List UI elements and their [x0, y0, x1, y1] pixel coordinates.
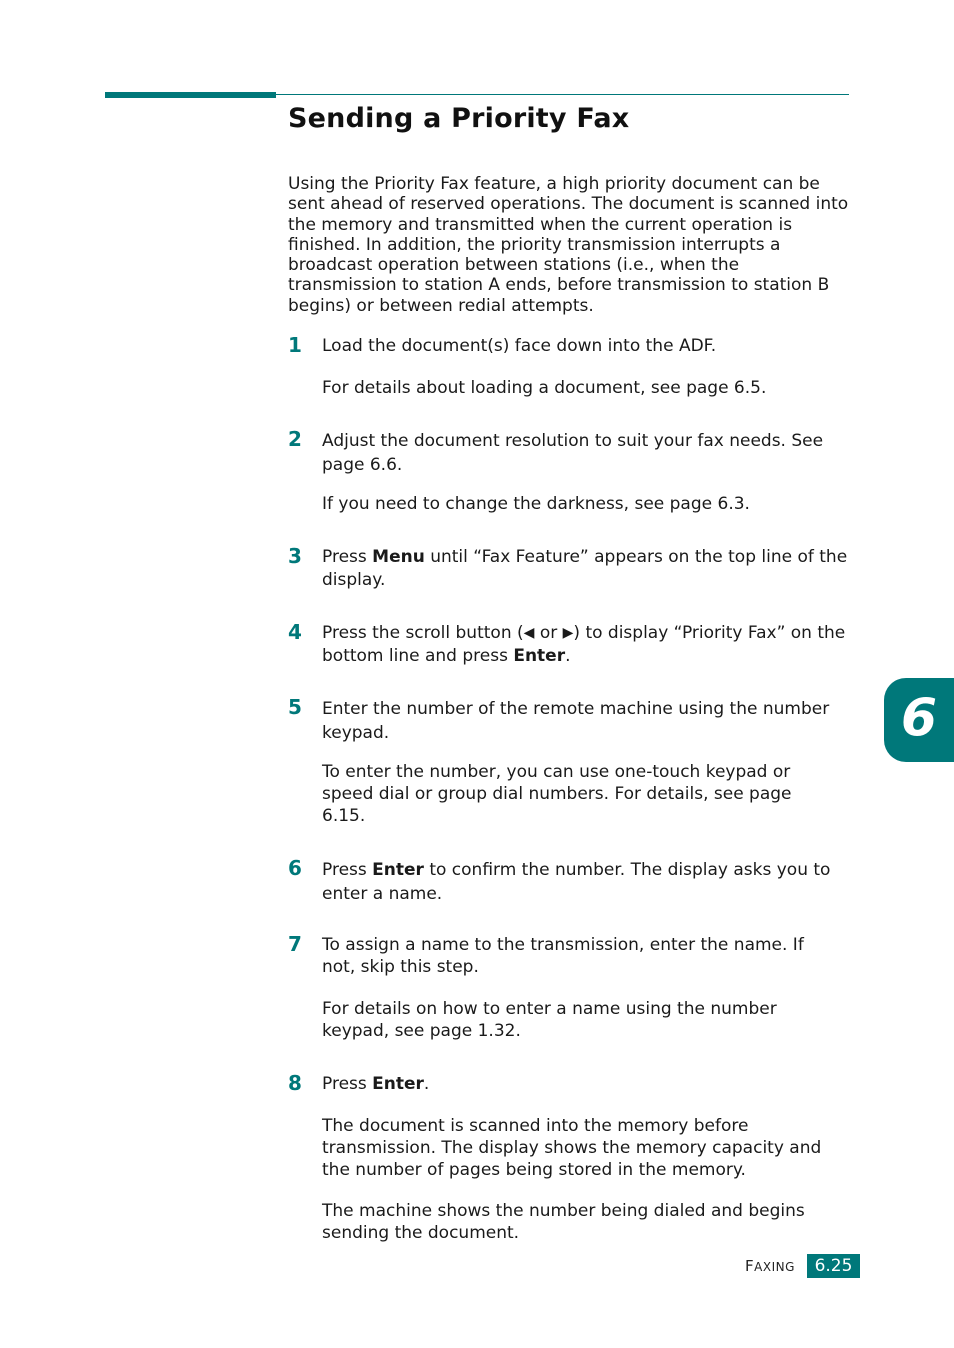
step-6-text — [322, 858, 850, 906]
step-5-note: To enter the number, you can use one-touch keypad or speed dial or group dial numbers. For details, see page 6.15. — [322, 762, 792, 826]
page-title: Sending a Priority Fax — [288, 103, 630, 134]
enter-key-label: Enter — [513, 646, 566, 666]
step-number-5: 5 — [288, 695, 302, 719]
step-number-7: 7 — [288, 932, 302, 956]
step-7-note: For details on how to enter a name using the number keypad, see page 1.32. — [322, 999, 777, 1041]
step-8-note-1: The document is scanned into the memory before transmission. The display shows the memory capacity and the number of pages being stored in the memory. — [322, 1116, 822, 1180]
page-number: 6.25 — [807, 1254, 860, 1278]
step-1-note: For details about loading a document, see page 6.5. — [322, 378, 767, 398]
step-4-pre: Press the scroll button ( — [322, 623, 524, 643]
header-rule-thick — [105, 92, 276, 98]
step-3-pre: Press — [322, 547, 373, 567]
step-6-post: to confirm the number. The display asks you to enter a name. — [322, 860, 831, 904]
step-4-mid: or — [534, 623, 563, 643]
right-arrow-icon: ▶ — [562, 625, 574, 641]
step-8-text — [322, 1073, 850, 1096]
step-8-post: . — [423, 1074, 430, 1094]
step-3-post: until “Fax Feature” appears on the top line of the display. — [322, 547, 848, 590]
step-number-1: 1 — [288, 333, 302, 357]
step-number-3: 3 — [288, 544, 302, 568]
step-2-text: Adjust the document resolution to suit your fax needs. See page 6.6. — [322, 431, 824, 475]
step-number-2: 2 — [288, 427, 302, 451]
footer-section-rest: AXING — [754, 1260, 795, 1274]
step-4-post2: . — [565, 646, 571, 666]
chapter-number: 6 — [900, 688, 938, 748]
footer-section-initial: F — [745, 1257, 755, 1275]
step-1-text: Load the document(s) face down into the ADF. — [322, 336, 717, 356]
step-8-pre: Press — [322, 1074, 373, 1094]
footer-section-label — [745, 1257, 795, 1275]
header-rule-thin — [276, 94, 849, 95]
step-number-8: 8 — [288, 1071, 302, 1095]
step-8-note-2: The machine shows the number being dialed and begins sending the document. — [322, 1201, 805, 1243]
intro-paragraph: Using the Priority Fax feature, a high priority document can be sent ahead of reserved operations. The document is scanned into the memory and transmitted when the current operation is finished. In addition, the priority transmission interrupts a broadcast operation between stations (i.e., when the transmission to station A ends, before transmission to station B begins) or between redial attempts. — [288, 174, 849, 316]
enter-key-label: Enter — [372, 860, 424, 880]
step-5-text: Enter the number of the remote machine using the number keypad. — [322, 699, 830, 743]
menu-key-label: Menu — [372, 547, 425, 567]
step-4-text — [322, 622, 850, 668]
step-2-note: If you need to change the darkness, see page 6.3. — [322, 494, 750, 514]
left-arrow-icon: ◀ — [523, 625, 535, 641]
chapter-tab — [884, 678, 954, 762]
enter-key-label: Enter — [372, 1074, 424, 1094]
step-4-post1: ) to display “Priority Fax” on the bottom line and press — [322, 623, 846, 666]
step-number-6: 6 — [288, 856, 302, 880]
step-number-4: 4 — [288, 620, 302, 644]
step-7-text: To assign a name to the transmission, enter the name. If not, skip this step. — [322, 935, 804, 977]
step-6-pre: Press — [322, 860, 373, 880]
step-3-text — [322, 546, 850, 592]
